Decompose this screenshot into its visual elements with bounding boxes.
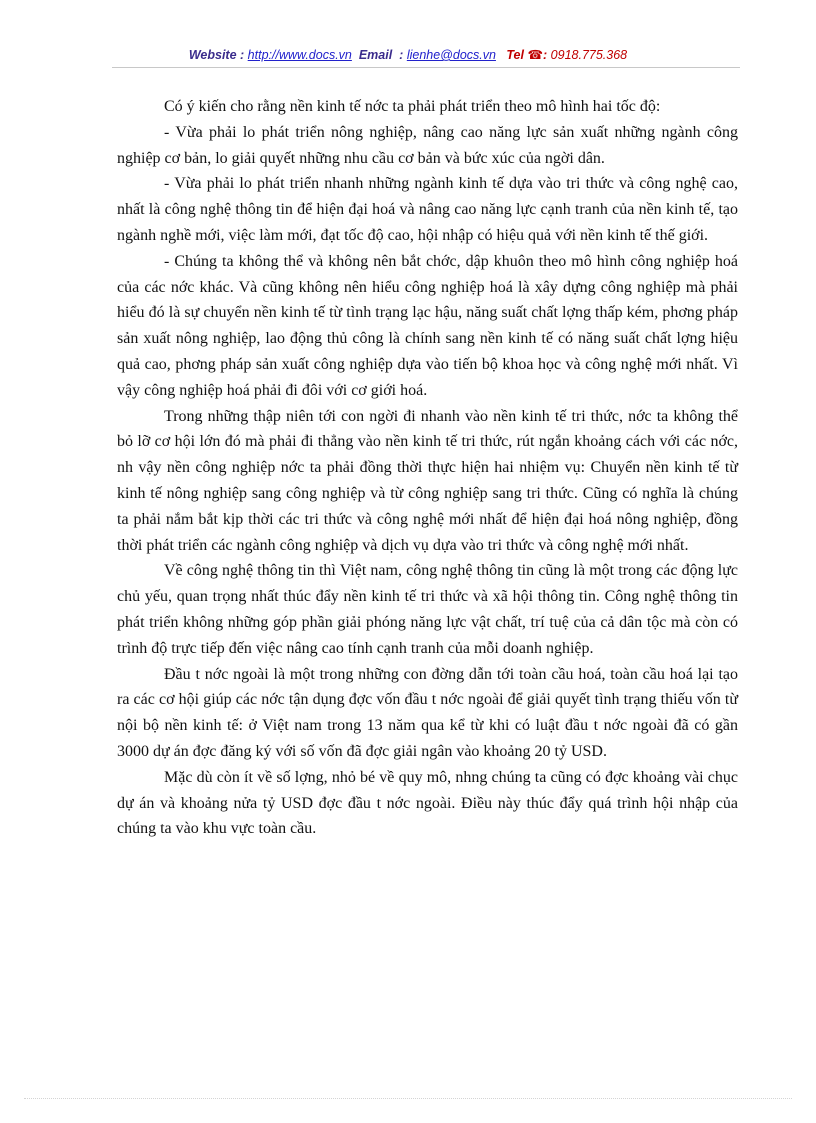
document-body — [117, 94, 738, 842]
website-link[interactable]: http://www.docs.vn — [247, 48, 352, 62]
paragraph: - Vừa phải lo phát triển nông nghiệp, nâng cao năng lực sản xuất những ngành công nghiệp cơ bản, lo giải quyết những nhu cầu cơ bản và bức xúc của ngời dân. — [117, 123, 738, 167]
email-label: Email — [358, 48, 393, 62]
tel-label: Tel ☎: — [506, 48, 548, 62]
paragraph: Mặc dù còn ít về số lợng, nhỏ bé về quy mô, nhng chúng ta cũng có đợc khoảng vài chục dự án và khoảng nửa tỷ USD đợc đầu t nớc ngoài. Điều này thúc đẩy quá trình hội nhập của chúng ta vào khu vực toàn cầu. — [117, 768, 738, 838]
paragraph: Có ý kiến cho rằng nền kinh tế nớc ta phải phát triển theo mô hình hai tốc độ: — [164, 98, 661, 115]
email-separator: : — [399, 48, 404, 62]
paragraph: - Chúng ta không thể và không nên bắt chớc, dập khuôn theo mô hình công nghiệp hoá của các nớc khác. Và cũng không nên hiểu công nghiệp hoá là xây dựng công nghiệp mà phải hiểu đó là sự chuyển nền kinh tế từ tình trạng lạc hậu, năng suất chất lợng thấp kém, phơng pháp sản xuất nông nghiệp, lao động thủ công là chính sang nền kinh tế có năng suất chất lợng hiệu quả cao, phơng pháp sản xuất công nghiệp dựa vào tiến bộ khoa học và công nghệ mới nhất. Vì vậy công nghiệp hoá phải đi đôi với cơ giới hoá. — [117, 252, 738, 399]
website-label: Website : — [188, 48, 245, 62]
header-divider — [112, 67, 740, 68]
paragraph: - Vừa phải lo phát triển nhanh những ngành kinh tế dựa vào tri thức và công nghệ cao, nhất là công nghệ thông tin để hiện đại hoá và nâng cao năng lực cạnh tranh của nền kinh tế, tạo ngành nghề mới, việc làm mới, đạt tốc độ cao, hội nhập có hiệu quả với nền kinh tế thế giới. — [117, 175, 738, 244]
paragraph: Trong những thập niên tới con ngời đi nhanh vào nền kinh tế tri thức, nớc ta không thể bỏ lỡ cơ hội lớn đó mà phải đi thẳng vào nền kinh tế tri thức, rút ngắn khoảng cách với các nớc, nh vậy nền công nghiệp nớc ta phải đồng thời thực hiện hai nhiệm vụ: Chuyển nền kinh tế từ kinh tế nông nghiệp sang công nghiệp và từ công nghiệp sang tri thức. Cũng có nghĩa là chúng ta phải nắm bắt kịp thời các tri thức và công nghệ mới nhất để hiện đại hoá nông nghiệp, đồng thời phát triển các ngành công nghiệp và dịch vụ dựa vào tri thức và công nghệ mới nhất. — [117, 407, 738, 554]
tel-number: 0918.775.368 — [550, 48, 628, 62]
footer-divider — [24, 1098, 792, 1099]
page-header — [0, 47, 816, 62]
email-link[interactable]: lienhe@docs.vn — [406, 48, 496, 62]
paragraph: Đầu t nớc ngoài là một trong những con đờng dẫn tới toàn cầu hoá, toàn cầu hoá lại tạo ra các cơ hội giúp các nớc tận dụng đợc vốn đầu t nớc ngoài để giải quyết tình trạng thiếu vốn từ nội bộ nền kinh tế: ở Việt nam trong 13 năm qua kể từ khi có luật đầu t nớc ngoài đã có gần 3000 dự án đợc đăng ký với số vốn đã đợc giải ngân vào khoảng 20 tỷ USD. — [117, 665, 738, 760]
paragraph: Về công nghệ thông tin thì Việt nam, công nghệ thông tin cũng là một trong các động lực chủ yếu, quan trọng nhất thúc đẩy nền kinh tế tri thức và xã hội thông tin. Công nghệ thông tin phát triển không những góp phần giải phóng năng lực vật chất, trí tuệ của cả dân tộc mà còn có trình độ trực tiếp đến việc nâng cao tính cạnh tranh của mỗi doanh nghiệp. — [117, 562, 738, 657]
